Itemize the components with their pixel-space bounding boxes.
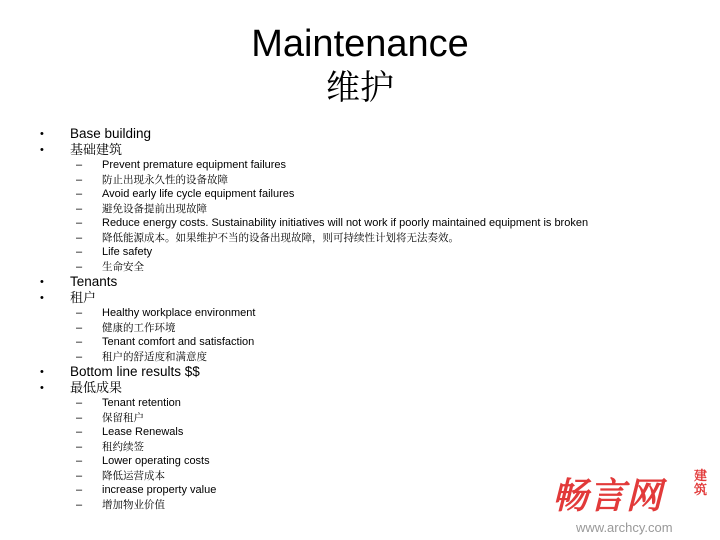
sub-item-text: 健康的工作环境: [102, 321, 176, 334]
sub-item: [70, 216, 698, 231]
dash-marker: –: [76, 202, 83, 215]
bullet-item: [38, 274, 698, 290]
sub-item-text: 保留租户: [102, 411, 144, 424]
sub-item: [70, 335, 698, 350]
dash-marker: –: [76, 455, 83, 467]
sub-item: [70, 350, 698, 365]
sub-item-text: Reduce energy costs. Sustainability initiatives will not work if poorly maintained equipment is broken: [102, 217, 589, 229]
bullet-item: [38, 290, 698, 364]
dash-marker: –: [76, 173, 83, 186]
sub-item: [70, 411, 698, 426]
sub-item-text: 生命安全: [102, 260, 144, 273]
dash-marker: –: [76, 426, 83, 438]
dash-marker: –: [76, 217, 83, 229]
dash-marker: –: [76, 246, 83, 258]
bullet-marker: •: [40, 292, 44, 304]
logo-side-text: 建筑: [694, 469, 708, 498]
sub-item-text: increase property value: [102, 484, 217, 496]
sub-item: [70, 321, 698, 336]
sub-item-text: Lower operating costs: [102, 455, 210, 467]
dash-marker: –: [76, 411, 83, 424]
dash-marker: –: [76, 321, 83, 334]
sub-item: [70, 396, 698, 411]
sub-item-text: Avoid early life cycle equipment failures: [102, 188, 295, 200]
sub-item-text: Tenant retention: [102, 397, 181, 409]
sub-item: [70, 454, 698, 469]
sub-list: [70, 158, 698, 274]
sub-item-text: Lease Renewals: [102, 426, 184, 438]
bullet-item: [38, 142, 698, 274]
sub-item-text: 租户的舒适度和满意度: [102, 350, 207, 363]
sub-item-text: 防止出现永久性的设备故障: [102, 173, 228, 186]
sub-item-text: 增加物业价值: [102, 498, 165, 511]
dash-marker: –: [76, 260, 83, 273]
title-english: Maintenance: [251, 23, 469, 65]
dash-marker: –: [76, 397, 83, 409]
sub-item: [70, 260, 698, 275]
sub-item-text: Tenant comfort and satisfaction: [102, 336, 255, 348]
bullet-item: [38, 364, 698, 380]
bullet-label: Tenants: [70, 274, 118, 289]
dash-marker: –: [76, 350, 83, 363]
sub-item-text: 降低运营成本: [102, 469, 165, 482]
sub-item: [70, 440, 698, 455]
dash-marker: –: [76, 469, 83, 482]
sub-item-text: Healthy workplace environment: [102, 307, 256, 319]
sub-item-text: 避免设备提前出现故障: [102, 202, 207, 215]
sub-item: [70, 187, 698, 202]
dash-marker: –: [76, 498, 83, 511]
sub-item-text: 降低能源成本。如果维护不当的设备出现故障，则可持续性计划将无法奏效。: [102, 231, 459, 244]
sub-item: [70, 306, 698, 321]
watermark-logo: [548, 468, 716, 538]
dash-marker: –: [76, 188, 83, 200]
bullet-marker: •: [40, 144, 44, 156]
sub-item-text: 租约续签: [102, 440, 144, 453]
bullet-marker: •: [40, 366, 44, 378]
sub-item-text: Life safety: [102, 246, 153, 258]
dash-marker: –: [76, 440, 83, 453]
title-chinese: 维护: [326, 68, 394, 108]
sub-item: [70, 202, 698, 217]
dash-marker: –: [76, 336, 83, 348]
sub-item: [70, 231, 698, 246]
bullet-label: 最低成果: [70, 380, 123, 395]
dash-marker: –: [76, 231, 83, 244]
logo-brand: 畅言网: [552, 476, 664, 517]
dash-marker: –: [76, 159, 83, 171]
bullet-label: 基础建筑: [70, 142, 123, 157]
sub-item: [70, 245, 698, 260]
sub-list: [70, 306, 698, 364]
bullet-list: [38, 126, 698, 512]
dash-marker: –: [76, 307, 83, 319]
bullet-item: [38, 126, 698, 142]
sub-item-text: Prevent premature equipment failures: [102, 159, 287, 171]
bullet-marker: •: [40, 382, 44, 394]
sub-item: [70, 425, 698, 440]
slide-title: [0, 22, 720, 110]
logo-url: www.archcy.com: [576, 520, 673, 535]
bullet-label: 租户: [70, 290, 97, 305]
bullet-marker: •: [40, 276, 44, 288]
sub-item: [70, 158, 698, 173]
bullet-label: Bottom line results $$: [70, 364, 200, 379]
bullet-marker: •: [40, 128, 44, 140]
dash-marker: –: [76, 484, 83, 496]
bullet-label: Base building: [70, 126, 152, 141]
sub-item: [70, 173, 698, 188]
